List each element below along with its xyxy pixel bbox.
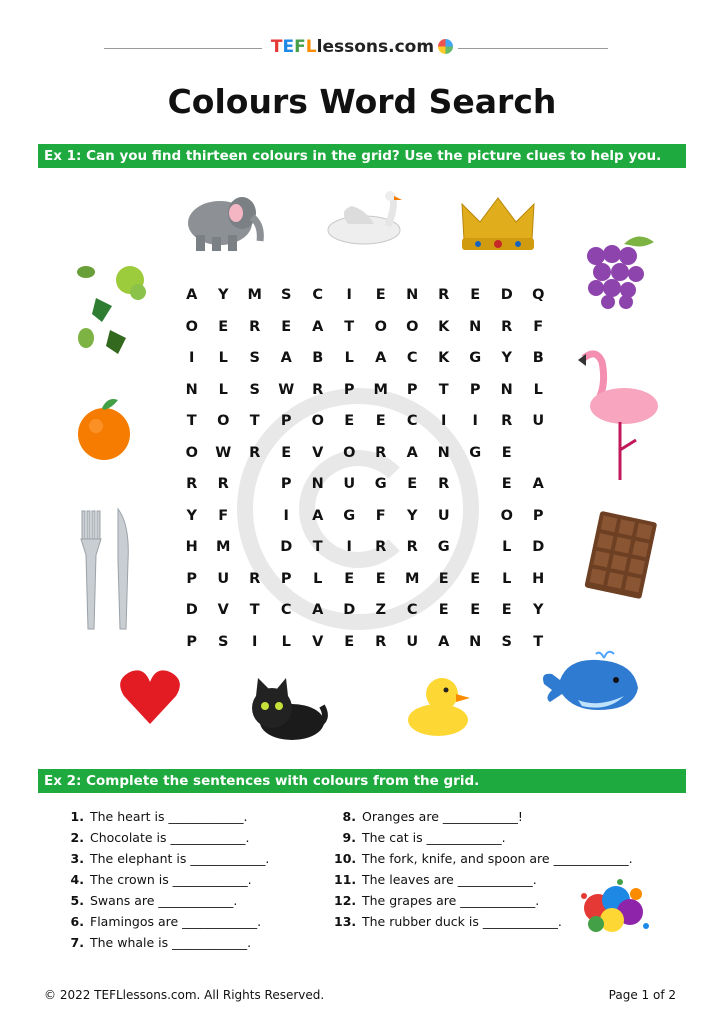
grid-letter: L bbox=[313, 570, 323, 587]
sentence-item bbox=[62, 827, 249, 848]
grid-letter: V bbox=[217, 602, 229, 618]
grid-letter: R bbox=[406, 539, 418, 555]
sentence-text: The elephant is ____________. bbox=[90, 851, 270, 866]
grid-letter: A bbox=[438, 633, 450, 650]
sentence-number: 11. bbox=[334, 872, 357, 887]
grid-letter: O bbox=[185, 444, 198, 461]
grid-letter: Y bbox=[218, 287, 229, 303]
grid-letter: N bbox=[185, 381, 198, 398]
sentence-item bbox=[62, 890, 237, 911]
grid-letter: H bbox=[185, 539, 198, 555]
whale-icon bbox=[538, 644, 642, 718]
grid-letter: K bbox=[438, 350, 450, 366]
flamingo-icon bbox=[576, 348, 666, 484]
grid-letter: O bbox=[311, 413, 324, 429]
grid-letter: R bbox=[186, 476, 198, 492]
grid-letter: R bbox=[501, 318, 513, 335]
grid-letter: V bbox=[312, 444, 324, 461]
grid-letter: L bbox=[218, 350, 228, 366]
sentence-number: 3. bbox=[70, 851, 84, 866]
grid-letter: O bbox=[217, 413, 230, 429]
grid-letter: U bbox=[343, 476, 356, 492]
grid-letter: T bbox=[186, 413, 197, 429]
grid-letter: U bbox=[217, 570, 230, 587]
grid-letter: G bbox=[343, 507, 356, 524]
grid-letter: L bbox=[344, 350, 354, 366]
grid-letter: M bbox=[373, 381, 388, 398]
grid-letter: F bbox=[375, 507, 386, 524]
grid-letter: Y bbox=[501, 350, 512, 366]
grid-letter: B bbox=[312, 350, 324, 366]
grid-letter: C bbox=[406, 350, 418, 366]
sentence-text: The heart is ____________. bbox=[90, 809, 248, 824]
grid-letter: A bbox=[280, 350, 292, 366]
grid-letter: T bbox=[312, 539, 323, 555]
grid-letter: F bbox=[218, 507, 229, 524]
grid-letter: E bbox=[501, 476, 512, 492]
grid-letter: E bbox=[470, 602, 481, 618]
grid-letter: R bbox=[249, 318, 261, 335]
grid-letter: L bbox=[502, 539, 512, 555]
sentence-text: The cat is ____________. bbox=[362, 830, 506, 845]
grid-letter: C bbox=[406, 413, 418, 429]
grid-letter: E bbox=[438, 602, 449, 618]
grid-letter: F bbox=[533, 318, 544, 335]
grid-letter: P bbox=[280, 476, 292, 492]
grid-letter: P bbox=[280, 570, 292, 587]
sentence-text: The fork, knife, and spoon are ____________. bbox=[362, 851, 633, 866]
grid-letter: E bbox=[344, 570, 355, 587]
grid-letter: O bbox=[406, 318, 419, 335]
sentence-number: 9. bbox=[342, 830, 356, 845]
grid-letter: A bbox=[532, 476, 544, 492]
grid-letter: S bbox=[281, 287, 292, 303]
grid-letter: D bbox=[532, 539, 545, 555]
grid-letter: R bbox=[217, 476, 229, 492]
grid-letter: N bbox=[469, 318, 482, 335]
word-search-grid bbox=[176, 280, 554, 658]
grid-letter: N bbox=[469, 633, 482, 650]
grid-letter: E bbox=[470, 570, 481, 587]
grid-letter: Q bbox=[532, 287, 545, 303]
sentence-number: 8. bbox=[342, 809, 356, 824]
grapes-icon bbox=[582, 226, 662, 310]
grid-letter: N bbox=[500, 381, 513, 398]
sentence-number: 1. bbox=[70, 809, 84, 824]
grid-letter: S bbox=[249, 381, 260, 398]
grid-letter: S bbox=[218, 633, 229, 650]
grid-letter: E bbox=[501, 602, 512, 618]
ex1-instruction-bar: Ex 1: Can you find thirteen colours in the grid? Use the picture clues to help you. bbox=[38, 144, 686, 168]
grid-letter: M bbox=[405, 570, 420, 587]
sentence-item bbox=[334, 848, 633, 869]
grid-letter: L bbox=[218, 381, 228, 398]
grid-letter: C bbox=[280, 602, 292, 618]
grid-letter: N bbox=[437, 444, 450, 461]
grid-letter: I bbox=[472, 413, 478, 429]
grid-letter: I bbox=[346, 539, 352, 555]
page-title: Colours Word Search bbox=[167, 82, 557, 121]
heart-icon bbox=[118, 668, 182, 726]
grid-letter: L bbox=[502, 570, 512, 587]
brand-logo: TEFLlessons.com bbox=[0, 37, 724, 57]
chocolate-icon bbox=[582, 508, 660, 600]
grid-letter: A bbox=[312, 318, 324, 335]
sentence-number: 5. bbox=[70, 893, 84, 908]
grid-letter: B bbox=[532, 350, 544, 366]
grid-letter: A bbox=[375, 350, 387, 366]
sentence-text: The rubber duck is ____________. bbox=[362, 914, 562, 929]
grid-letter: E bbox=[375, 413, 386, 429]
sentence-item bbox=[334, 869, 537, 890]
grid-letter: A bbox=[312, 507, 324, 524]
grid-letter: I bbox=[189, 350, 195, 366]
grid-letter bbox=[239, 501, 271, 533]
sentence-number: 7. bbox=[70, 935, 84, 950]
grid-letter: E bbox=[344, 413, 355, 429]
grid-letter: A bbox=[312, 602, 324, 618]
grid-letter: Y bbox=[533, 602, 544, 618]
grid-letter: A bbox=[186, 287, 198, 303]
grid-letter: W bbox=[278, 381, 295, 398]
grid-letter: P bbox=[186, 633, 198, 650]
grid-letter: R bbox=[249, 444, 261, 461]
grid-letter bbox=[460, 469, 492, 501]
sentence-item bbox=[62, 911, 261, 932]
grid-letter bbox=[239, 469, 271, 501]
grid-letter: E bbox=[375, 287, 386, 303]
grid-letter: S bbox=[249, 350, 260, 366]
sentence-item bbox=[62, 932, 251, 953]
grid-letter: I bbox=[283, 507, 289, 524]
grid-letter: L bbox=[281, 633, 291, 650]
sentence-number: 12. bbox=[334, 893, 357, 908]
grid-letter: C bbox=[406, 602, 418, 618]
grid-letter: Y bbox=[407, 507, 418, 524]
sentence-number: 10. bbox=[334, 851, 357, 866]
grid-letter: K bbox=[438, 318, 450, 335]
grid-letter: E bbox=[281, 444, 292, 461]
grid-letter: R bbox=[312, 381, 324, 398]
grid-letter: L bbox=[533, 381, 543, 398]
grid-letter: I bbox=[441, 413, 447, 429]
leaves-icon bbox=[72, 262, 152, 358]
grid-letter: P bbox=[532, 507, 544, 524]
grid-letter: P bbox=[469, 381, 481, 398]
swan-icon bbox=[318, 190, 406, 250]
grid-letter: D bbox=[185, 602, 198, 618]
duck-icon bbox=[404, 672, 474, 738]
grid-letter: O bbox=[500, 507, 513, 524]
grid-letter: I bbox=[252, 633, 258, 650]
grid-letter: E bbox=[344, 633, 355, 650]
sentence-item bbox=[62, 848, 269, 869]
grid-letter: P bbox=[343, 381, 355, 398]
grid-letter: D bbox=[280, 539, 293, 555]
ex2-instruction-bar: Ex 2: Complete the sentences with colours from the grid. bbox=[38, 769, 686, 793]
sentence-text: Flamingos are ____________. bbox=[90, 914, 262, 929]
sentence-text: The grapes are ____________. bbox=[362, 893, 540, 908]
grid-letter: M bbox=[247, 287, 262, 303]
sentence-text: The whale is ____________. bbox=[90, 935, 252, 950]
grid-letter: R bbox=[375, 633, 387, 650]
grid-letter: A bbox=[406, 444, 418, 461]
grid-letter: P bbox=[406, 381, 418, 398]
grid-letter: G bbox=[374, 476, 387, 492]
grid-letter: T bbox=[344, 318, 355, 335]
grid-letter: N bbox=[406, 287, 419, 303]
grid-letter bbox=[460, 532, 492, 564]
grid-letter: R bbox=[438, 287, 450, 303]
sentence-number: 13. bbox=[334, 914, 357, 929]
sentence-item bbox=[334, 911, 562, 932]
grid-letter: R bbox=[438, 476, 450, 492]
grid-letter: G bbox=[469, 350, 482, 366]
sentence-item bbox=[62, 869, 252, 890]
sentence-text: The leaves are ____________. bbox=[362, 872, 537, 887]
cat-icon bbox=[246, 676, 328, 742]
grid-letter: M bbox=[216, 539, 231, 555]
grid-letter: H bbox=[532, 570, 545, 587]
crown-icon bbox=[456, 192, 540, 256]
grid-letter: O bbox=[374, 318, 387, 335]
grid-letter: E bbox=[281, 318, 292, 335]
sentence-text: The crown is ____________. bbox=[90, 872, 252, 887]
grid-letter bbox=[523, 438, 555, 470]
grid-letter: U bbox=[437, 507, 450, 524]
grid-letter: V bbox=[312, 633, 324, 650]
grid-letter: Y bbox=[186, 507, 197, 524]
sentence-number: 2. bbox=[70, 830, 84, 845]
grid-letter: E bbox=[470, 287, 481, 303]
grid-letter: T bbox=[249, 413, 260, 429]
grid-letter: R bbox=[375, 539, 387, 555]
grid-letter: Z bbox=[375, 602, 386, 618]
grid-letter: R bbox=[375, 444, 387, 461]
grid-letter: U bbox=[406, 633, 419, 650]
sentence-item bbox=[334, 890, 539, 911]
sentence-item bbox=[334, 806, 523, 827]
sentence-text: Chocolate is ____________. bbox=[90, 830, 250, 845]
globe-icon bbox=[438, 39, 453, 54]
grid-letter: N bbox=[311, 476, 324, 492]
grid-letter: S bbox=[501, 633, 512, 650]
grid-letter: P bbox=[280, 413, 292, 429]
footer-page-number: Page 1 of 2 bbox=[608, 988, 676, 1002]
sentence-item bbox=[62, 806, 247, 827]
footer-copyright: © 2022 TEFLlessons.com. All Rights Reserved. bbox=[44, 988, 325, 1002]
grid-letter bbox=[239, 532, 271, 564]
grid-letter: R bbox=[249, 570, 261, 587]
grid-letter: T bbox=[533, 633, 544, 650]
grid-letter: G bbox=[469, 444, 482, 461]
grid-letter: E bbox=[218, 318, 229, 335]
cutlery-icon bbox=[74, 505, 142, 635]
grid-letter: C bbox=[312, 287, 324, 303]
grid-letter: D bbox=[500, 287, 513, 303]
grid-letter: E bbox=[501, 444, 512, 461]
grid-letter: O bbox=[185, 318, 198, 335]
grid-letter bbox=[460, 501, 492, 533]
sentence-text: Oranges are ____________! bbox=[362, 809, 523, 824]
grid-letter: E bbox=[375, 570, 386, 587]
sentence-text: Swans are ____________. bbox=[90, 893, 238, 908]
grid-letter: I bbox=[346, 287, 352, 303]
sentence-item bbox=[334, 827, 506, 848]
grid-letter: D bbox=[343, 602, 356, 618]
sentence-number: 4. bbox=[70, 872, 84, 887]
grid-letter: O bbox=[343, 444, 356, 461]
grid-letter: U bbox=[532, 413, 545, 429]
grid-letter: R bbox=[501, 413, 513, 429]
grid-letter: T bbox=[438, 381, 449, 398]
grid-letter: P bbox=[186, 570, 198, 587]
elephant-icon bbox=[176, 185, 264, 253]
grid-letter: T bbox=[249, 602, 260, 618]
orange-icon bbox=[74, 392, 134, 464]
paint-splash-icon bbox=[576, 876, 654, 940]
grid-letter: W bbox=[215, 444, 232, 461]
grid-letter: E bbox=[438, 570, 449, 587]
grid-letter: G bbox=[437, 539, 450, 555]
grid-letter: E bbox=[407, 476, 418, 492]
sentence-number: 6. bbox=[70, 914, 84, 929]
